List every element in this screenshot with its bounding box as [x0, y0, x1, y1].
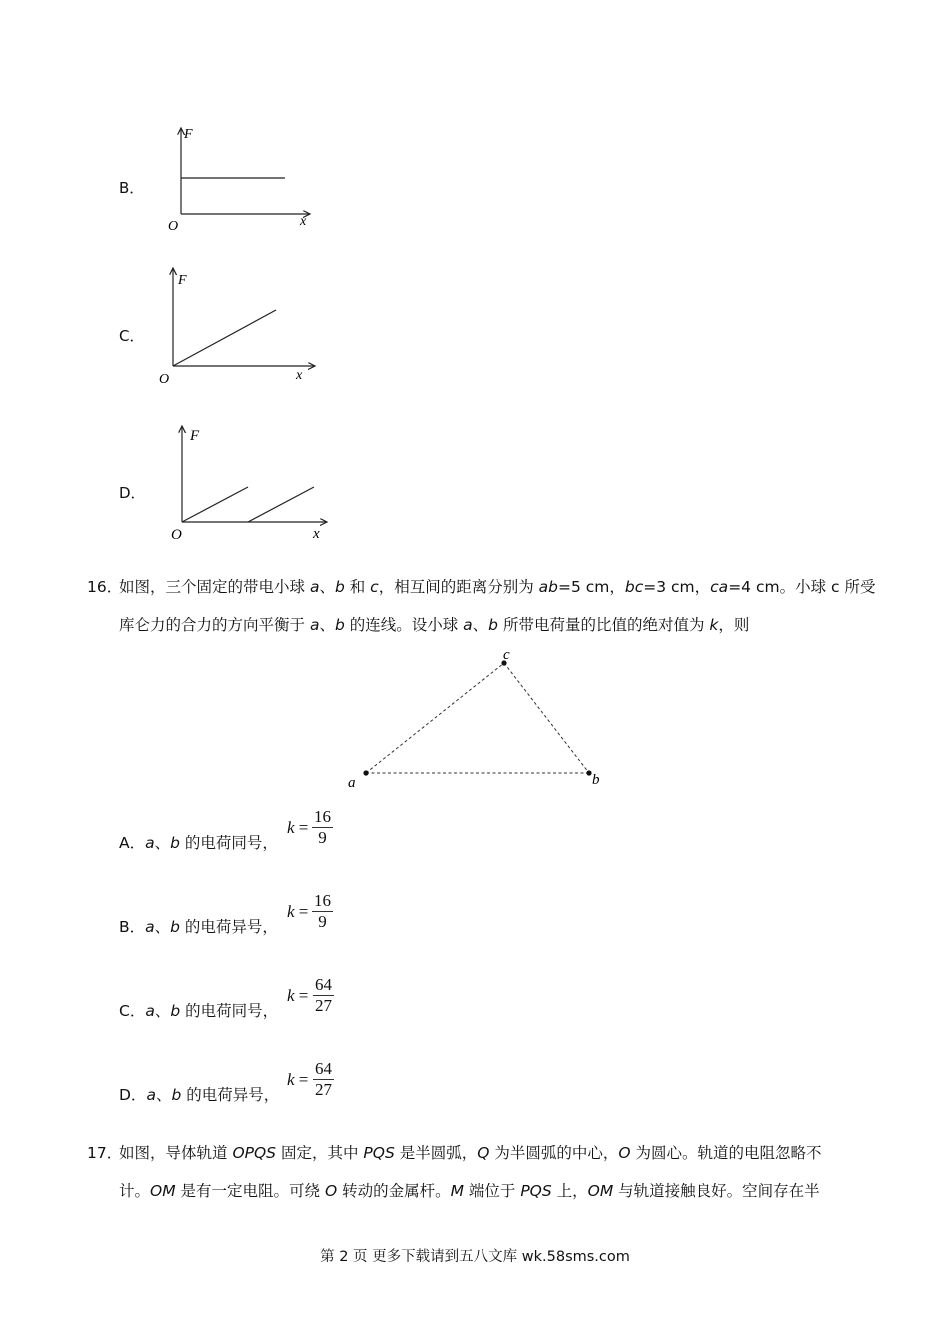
point-a — [363, 770, 368, 775]
q16-line-2: 库仑力的合力的方向平衡于 a、b 的连线。设小球 a、b 所带电荷量的比值的绝对值为 k，则 — [119, 616, 750, 634]
q16-option-d[interactable]: D．a、b 的电荷异号， — [119, 1086, 280, 1104]
y-axis-label: F — [184, 127, 193, 142]
q17-line-1: 如图，导体轨道 OPQS 固定，其中 PQS 是半圆弧，Q 为半圆弧的中心，O 为圆心。轨道的电阻忽略不 — [119, 1144, 822, 1162]
label-c: c — [503, 647, 510, 663]
option-c-label: C． — [119, 327, 145, 345]
q16-option-a[interactable]: A．a、b 的电荷同号， — [119, 834, 278, 852]
q16-option-c[interactable]: C．a、b 的电荷同号， — [119, 1002, 279, 1020]
option-b-graph — [160, 122, 320, 237]
side-bc — [504, 663, 589, 773]
x-axis-label: x — [300, 214, 307, 229]
q17-line-2: 计。OM 是有一定电阻。可绕 O 转动的金属杆。M 端位于 PQS 上，OM 与轨道接触良好。空间存在半 — [119, 1182, 820, 1200]
x-axis-label: x — [313, 526, 320, 542]
y-axis-label: F — [190, 428, 200, 444]
label-a: a — [348, 775, 356, 791]
label-b: b — [592, 772, 600, 788]
option-d-label: D． — [119, 484, 146, 502]
q16-option-a-fraction: $\frac{16}{9}$ — [314, 807, 331, 847]
side-ca — [366, 663, 504, 773]
triangle-figure — [340, 645, 620, 795]
page-footer: 第 2 页 更多下载请到五八文库 wk.58sms.com — [320, 1249, 630, 1265]
q16-option-c-k: k = — [287, 986, 309, 1005]
origin-label: O — [159, 372, 170, 387]
origin-label: O — [171, 527, 182, 543]
q16-option-b-fraction: $\frac{16}{9}$ — [314, 891, 331, 931]
q16-line-1: 如图，三个固定的带电小球 a、b 和 c，相互间的距离分别为 ab=5 cm，bc=3 cm，ca=4 cm。小球 c 所受 — [119, 578, 876, 596]
point-b — [586, 770, 591, 775]
option-d-graph — [160, 420, 335, 545]
q16-option-d-k: k = — [287, 1070, 309, 1089]
q16-option-b[interactable]: B．a、b 的电荷异号， — [119, 918, 278, 936]
q16-option-b-k: k = — [287, 902, 309, 921]
q17-number: 17． — [87, 1144, 123, 1162]
q16-option-c-fraction: $\frac{64}{27}$ — [315, 975, 332, 1015]
force-line-2 — [248, 487, 314, 522]
option-c-graph — [152, 262, 322, 387]
origin-label: O — [168, 219, 179, 234]
q16-option-a-k: k = — [287, 818, 309, 837]
x-axis-label: x — [296, 368, 303, 383]
y-axis-label: F — [178, 273, 187, 288]
q16-number: 16． — [87, 578, 123, 596]
option-b-label: B． — [119, 179, 145, 197]
q16-option-d-fraction: $\frac{64}{27}$ — [315, 1059, 332, 1099]
force-line-1 — [182, 487, 248, 522]
force-line — [173, 310, 276, 366]
